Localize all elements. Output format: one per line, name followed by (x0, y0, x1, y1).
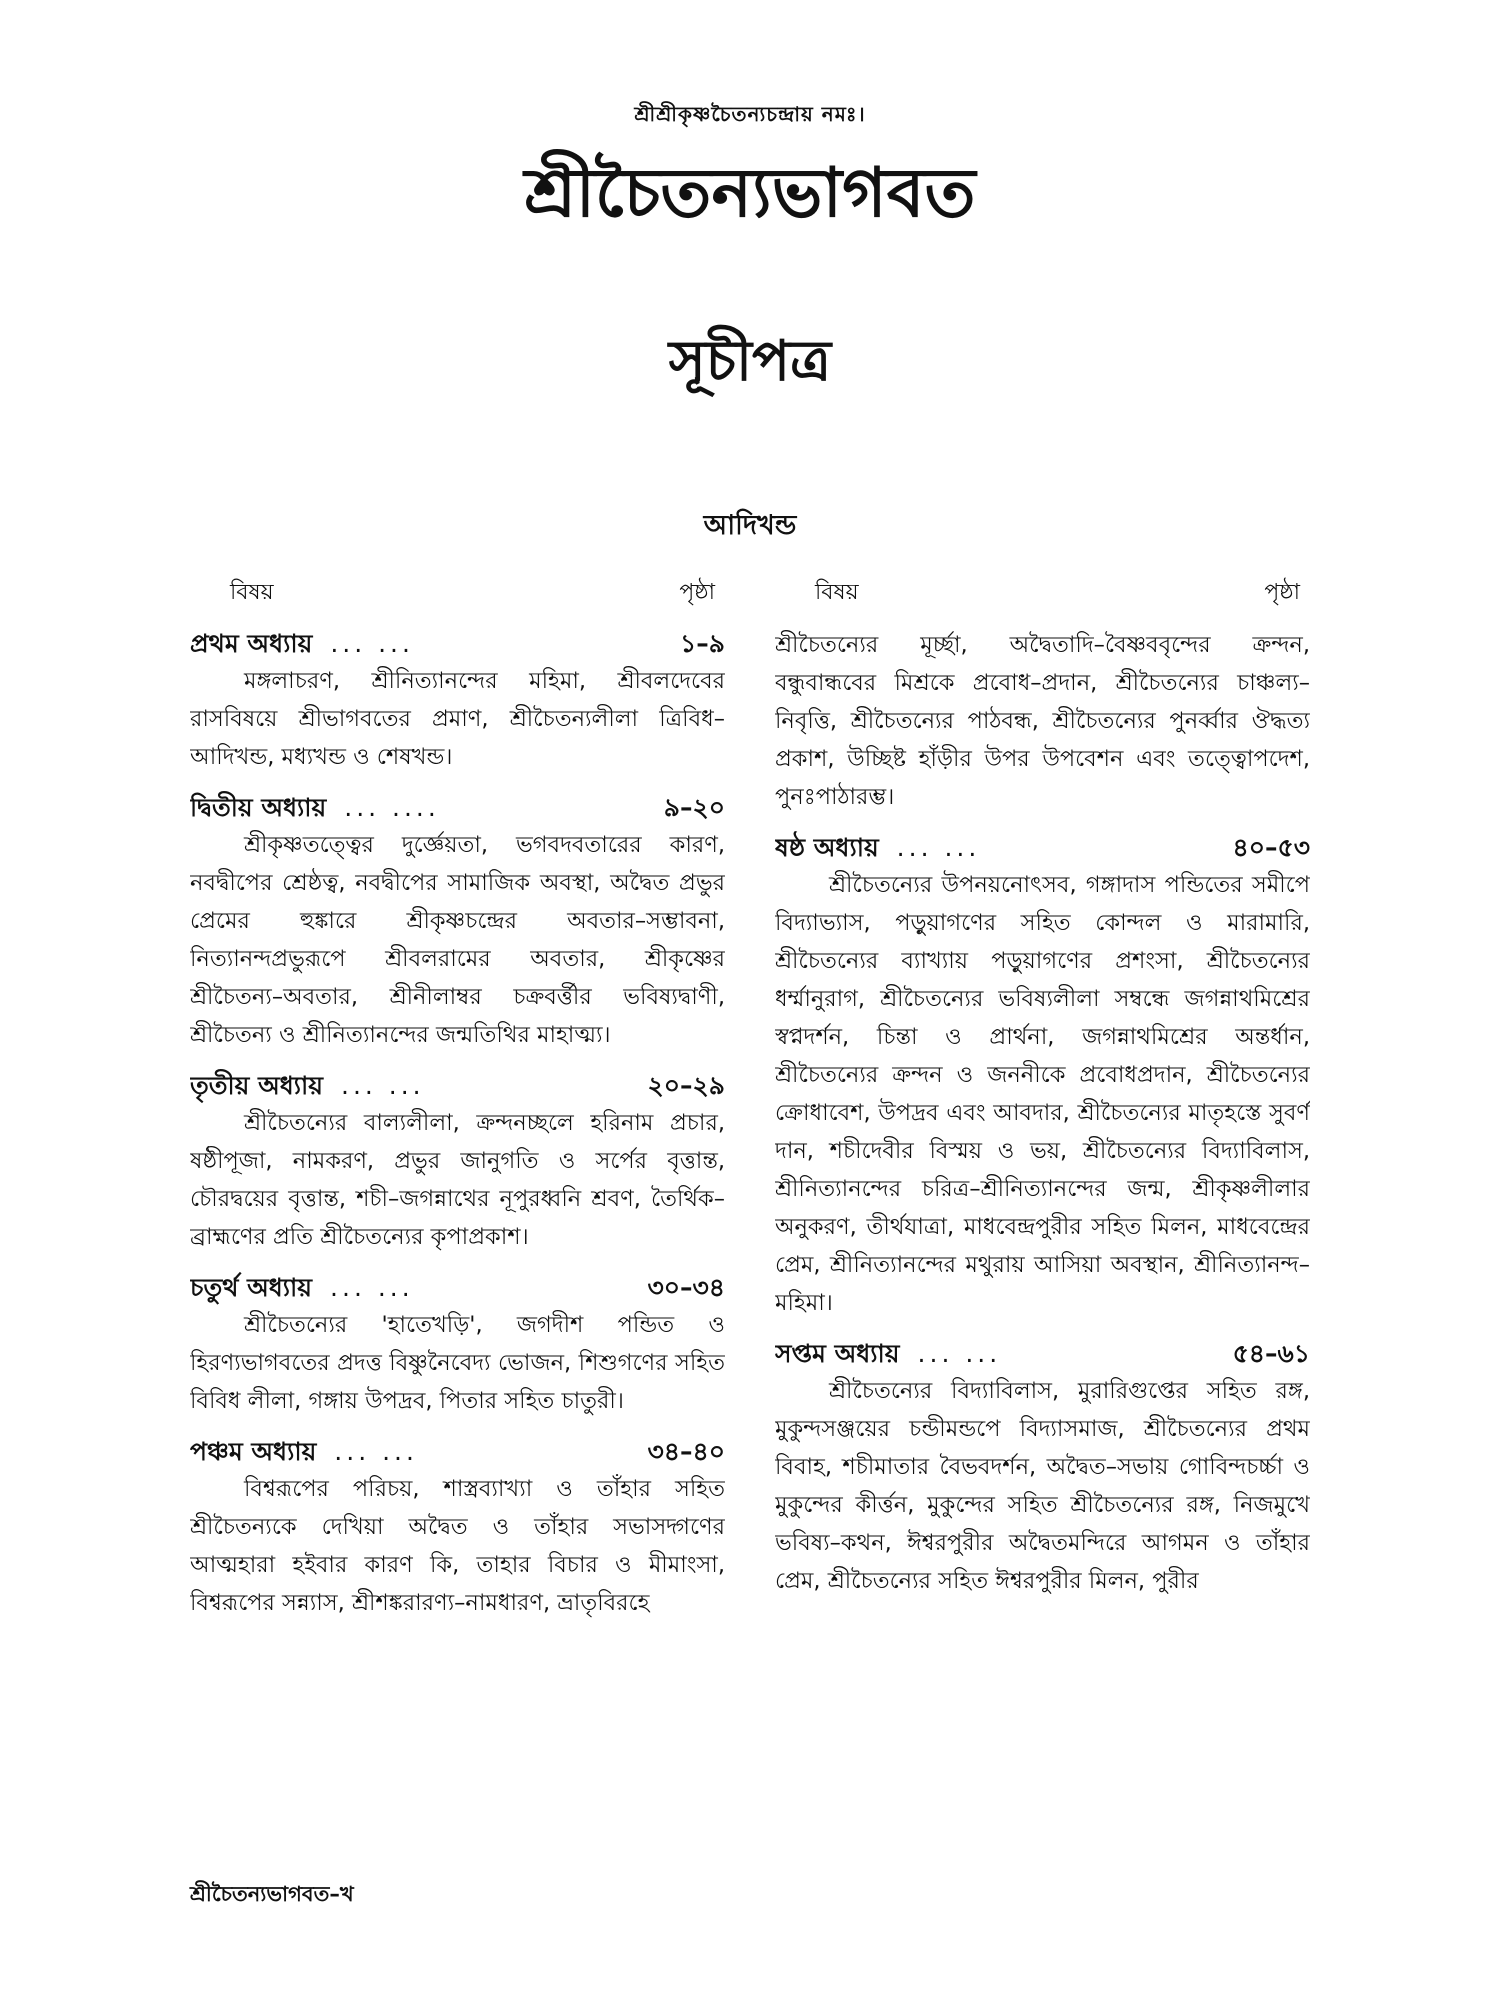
chapter-entry (190, 1270, 725, 1420)
leader-dots: ... ... (330, 1273, 414, 1302)
chapter-entry (190, 790, 725, 1054)
chapter-title: পঞ্চম অধ্যায় (190, 1437, 317, 1466)
chapter-heading (190, 626, 725, 662)
subject-label: বিষয় (230, 580, 274, 605)
page-range: ১–৯ (680, 629, 725, 658)
left-column (190, 575, 725, 1865)
leader-dots: ... ... (334, 1437, 418, 1466)
chapter-summary: শ্রীচৈতন্যের বাল্যলীলা, ক্রন্দনচ্ছলে হরিনাম প্রচার, ষষ্ঠীপূজা, নামকরণ, প্রভুর জানুগতি ও সর্পের বৃত্তান্ত, চৌরদ্বয়ের বৃত্তান্ত, শচী–জগন্নাথের নূপুরধ্বনি শ্রবণ, তৈর্থিক– ব্রাহ্মণের প্রতি শ্রীচৈতন্যের কৃপাপ্রকাশ। (190, 1110, 725, 1250)
right-column (775, 575, 1310, 1865)
chapter-summary: শ্রীকৃষ্ণতত্ত্বের দুর্জ্ঞেয়তা, ভগবদবতারের কারণ, নবদ্বীপের শ্রেষ্ঠত্ব, নবদ্বীপের সামাজিক অবস্থা, অদ্বৈত প্রভুর প্রেমের হুঙ্কারে শ্রীকৃষ্ণচন্দ্রের অবতার–সম্ভাবনা, নিত্যানন্দপ্রভুরূপে শ্রীবলরামের অবতার, শ্রীকৃষ্ণের শ্রীচৈতন্য–অবতার, শ্রীনীলাম্বর চক্রবর্ত্তীর ভবিষ্যদ্বাণী, শ্রীচৈতন্য ও শ্রীনিত্যানন্দের জন্মতিথির মাহাত্ম্য। (190, 832, 725, 1048)
leader-dots: ... .... (344, 793, 440, 822)
chapter-summary: মঙ্গলাচরণ, শ্রীনিত্যানন্দের মহিমা, শ্রীবলদেবের রাসবিষয়ে শ্রীভাগবতের প্রমাণ, শ্রীচৈতন্যলীলা ত্রিবিধ–আদিখন্ড, মধ্যখন্ড ও শেষখন্ড। (190, 668, 725, 770)
leader-dots: ... ... (917, 1339, 1002, 1368)
chapter-heading (190, 1270, 725, 1306)
chapter-entry (775, 830, 1310, 1322)
chapter-title: প্রথম অধ্যায় (190, 629, 313, 658)
page-label: পৃষ্ঠা (679, 580, 715, 605)
chapter-summary: বিশ্বরূপের পরিচয়, শাস্ত্রব্যাখ্যা ও তাঁহার সহিত শ্রীচৈতন্যকে দেখিয়া অদ্বৈত ও তাঁহার সভাসদ্গণের আত্মহারা হইবার কারণ কি, তাহার বিচার ও মীমাংসা, বিশ্বরূপের সন্ন্যাস, শ্রীশঙ্করারণ্য–নামধারণ, ভ্রাতৃবিরহে (190, 1476, 725, 1616)
chapter-title: সপ্তম অধ্যায় (775, 1339, 900, 1368)
chapter-heading (190, 1068, 725, 1104)
chapter-title: দ্বিতীয় অধ্যায় (190, 793, 327, 822)
subject-label: বিষয় (815, 580, 859, 605)
chapter-summary: শ্রীচৈতন্যের 'হাতেখড়ি', জগদীশ পন্ডিত ও হিরণ্যভাগবতের প্রদত্ত বিষ্ণুনৈবেদ্য ভোজন, শিশুগণের সহিত বিবিধ লীলা, গঙ্গায় উপদ্রব, পিতার সহিত চাতুরী। (190, 1312, 725, 1414)
chapter-summary: শ্রীচৈতন্যের বিদ্যাবিলাস, মুরারিগুপ্তের সহিত রঙ্গ, মুকুন্দসঞ্জয়ের চন্ডীমন্ডপে বিদ্যাসমাজ, শ্রীচৈতন্যের প্রথম বিবাহ, শচীমাতার বৈভবদর্শন, অদ্বৈত–সভায় গোবিন্দচর্চ্চা ও মুকুন্দের কীর্ত্তন, মুকুন্দের সহিত শ্রীচৈতন্যের রঙ্গ, নিজমুখে ভবিষ্য–কথন, ঈশ্বরপুরীর অদ্বৈতমন্দিরে আগমন ও তাঁহার প্রেম, শ্রীচৈতন্যের সহিত ঈশ্বরপুরীর মিলন, পুরীর (775, 1378, 1310, 1594)
invocation-line: শ্রীশ্রীকৃষ্ণচৈতন্যচন্দ্রায় নমঃ। (634, 102, 866, 126)
continued-summary: শ্রীচৈতন্যের মূর্চ্ছা, অদ্বৈতাদি–বৈষ্ণববৃন্দের ক্রন্দন, বন্ধুবান্ধবের মিশ্রকে প্রবোধ–প্রদান, শ্রীচৈতন্যের চাঞ্চল্য–নিবৃত্তি, শ্রীচৈতন্যের পাঠবন্ধ, শ্রীচৈতন্যের পুনর্ব্বার ঔদ্ধত্য প্রকাশ, উচ্ছিষ্ট হাঁড়ীর উপর উপবেশন এবং তত্ত্বোপদেশ, পুনঃপাঠারম্ভ। (775, 632, 1310, 810)
page-range: ২০–২৯ (647, 1071, 725, 1100)
chapter-entry (190, 1434, 725, 1622)
page-title: সূচীপত্র (668, 329, 832, 394)
leader-dots: ... ... (330, 629, 414, 658)
chapter-heading (190, 1434, 725, 1470)
page-range: ৯–২০ (663, 793, 725, 822)
chapter-entry (190, 626, 725, 776)
leader-dots: ... ... (896, 833, 981, 862)
chapter-entry (775, 1336, 1310, 1600)
page-label: পৃষ্ঠা (1264, 580, 1300, 605)
leader-dots: ... ... (341, 1071, 425, 1100)
chapter-entry (190, 1068, 725, 1256)
page-range: ৪০–৫৩ (1232, 833, 1310, 862)
right-column-header (775, 575, 1310, 612)
left-column-header (190, 575, 725, 612)
book-title: শ্রীচৈতন্যভাগবত (524, 154, 976, 233)
section-title: আদিখন্ড (703, 510, 797, 541)
chapter-heading (775, 830, 1310, 866)
chapter-heading (775, 1336, 1310, 1372)
page-range: ৩৪–৪০ (647, 1437, 725, 1466)
page-range: ৩০–৩৪ (647, 1273, 725, 1302)
page-range: ৫৪–৬১ (1232, 1339, 1310, 1368)
chapter-heading (190, 790, 725, 826)
chapter-title: ষষ্ঠ অধ্যায় (775, 833, 879, 862)
chapter-title: চতুর্থ অধ্যায় (190, 1273, 313, 1302)
chapter-title: তৃতীয় অধ্যায় (190, 1071, 323, 1100)
page-footer: শ্রীচৈতন্যভাগবত–খ (190, 1882, 354, 1906)
chapter-summary: শ্রীচৈতন্যের উপনয়নোৎসব, গঙ্গাদাস পন্ডিতের সমীপে বিদ্যাভ্যাস, পড়ুয়াগণের সহিত কোন্দল ও মারামারি, শ্রীচৈতন্যের ব্যাখ্যায় পড়ুয়াগণের প্রশংসা, শ্রীচৈতন্যের ধর্ম্মানুরাগ, শ্রীচৈতন্যের ভবিষ্যলীলা সম্বন্ধে জগন্নাথমিশ্রের স্বপ্নদর্শন, চিন্তা ও প্রার্থনা, জগন্নাথমিশ্রের অন্তর্ধান, শ্রীচৈতন্যের ক্রন্দন ও জননীকে প্রবোধপ্রদান, শ্রীচৈতন্যের ক্রোধাবেশ, উপদ্রব এবং আবদার, শ্রীচৈতন্যের মাতৃহস্তে সুবর্ণ দান, শচীদেবীর বিস্ময় ও ভয়, শ্রীচৈতন্যের বিদ্যাবিলাস, শ্রীনিত্যানন্দের চরিত্র–শ্রীনিত্যানন্দের জন্ম, শ্রীকৃষ্ণলীলার অনুকরণ, তীর্থযাত্রা, মাধবেন্দ্রপুরীর সহিত মিলন, মাধবেন্দ্রের প্রেম, শ্রীনিত্যানন্দের মথুরায় আসিয়া অবস্থান, শ্রীনিত্যানন্দ–মহিমা। (775, 872, 1310, 1316)
